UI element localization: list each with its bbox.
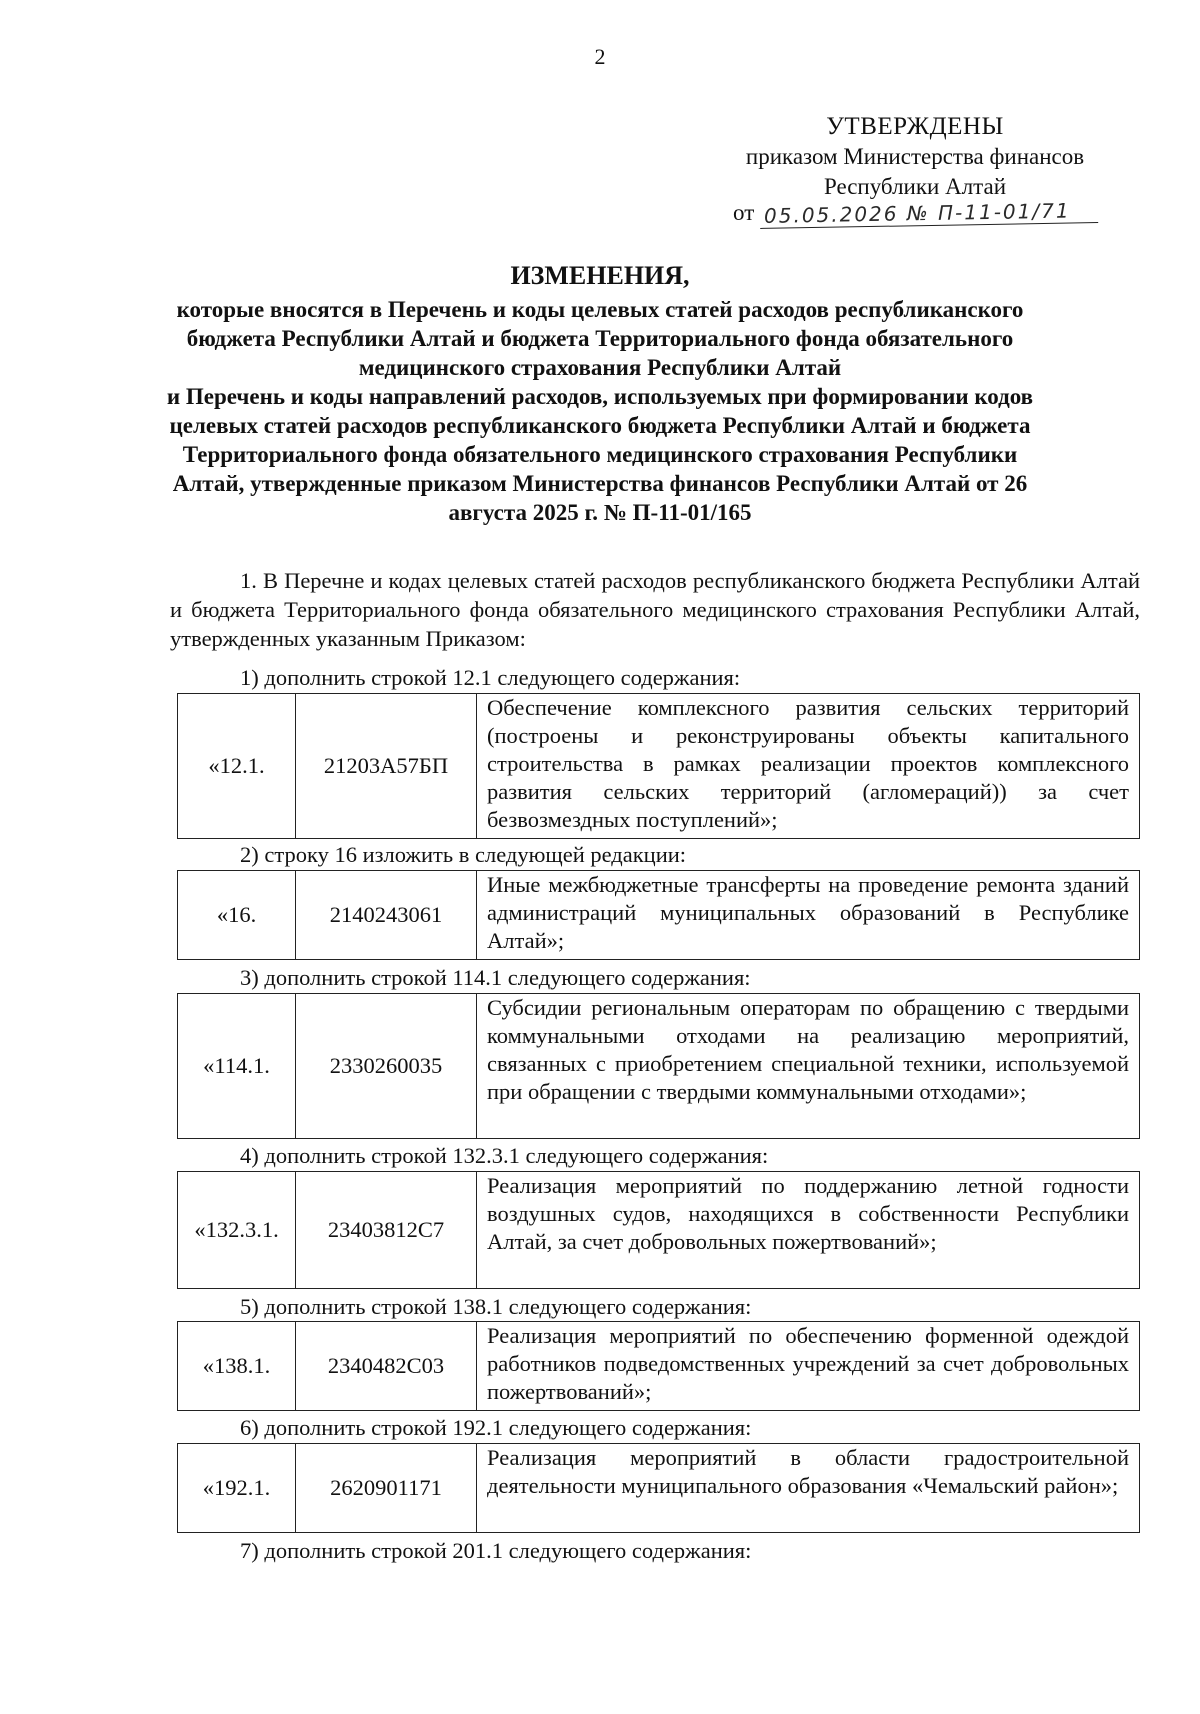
- item-instruction: 1) дополнить строкой 12.1 следующего содержания:: [240, 665, 741, 690]
- row-number: «138.1.: [178, 1322, 296, 1411]
- item-instruction: 4) дополнить строкой 132.3.1 следующего содержания:: [240, 1143, 769, 1168]
- page-number: 2: [594, 44, 606, 69]
- title-line-7: Алтай, утвержденные приказом Министерства финансов Республики Алтай от 26: [172, 471, 1028, 496]
- row-number: «114.1.: [178, 994, 296, 1139]
- title-heading: ИЗМЕНЕНИЯ,: [510, 261, 690, 290]
- item-instruction: 7) дополнить строкой 201.1 следующего содержания:: [240, 1538, 752, 1563]
- title-line-2: бюджета Республики Алтай и бюджета Территориального фонда обязательного: [186, 326, 1014, 351]
- handwritten-date-number: 05.05.2026 № П-11-01/71: [760, 198, 1098, 229]
- approval-date-line: [733, 200, 1133, 226]
- row-code: 2620901171: [296, 1444, 477, 1533]
- row-description: Субсидии региональным операторам по обращению с твердыми коммунальными отходами на реализацию мероприятий, связанных с приобретением специальной техники, используемой при обращении с твердыми коммунальными отходами»;: [477, 994, 1140, 1139]
- row-description: Реализация мероприятий по обеспечению форменной одеждой работников подведомственных учреждений за счет добровольных пожертвований»;: [477, 1322, 1140, 1411]
- item-instruction: 5) дополнить строкой 138.1 следующего содержания:: [240, 1294, 752, 1319]
- row-number: «192.1.: [178, 1444, 296, 1533]
- table-row: [178, 871, 1140, 960]
- title-line-8: августа 2025 г. № П-11-01/165: [448, 500, 752, 525]
- approved-heading: УТВЕРЖДЕНЫ: [826, 113, 1004, 140]
- item-table: [177, 1171, 1140, 1289]
- row-description: Обеспечение комплексного развития сельских территорий (построены и реконструированы объекты капитального строительства в рамках реализации проектов комплексного развития сельских территорий (агломераций)) за счет безвозмездных поступлений»;: [477, 694, 1140, 839]
- item-instruction: 3) дополнить строкой 114.1 следующего содержания:: [240, 965, 751, 990]
- row-code: 21203А57БП: [296, 694, 477, 839]
- title-line-1: которые вносятся в Перечень и коды целевых статей расходов республиканского: [176, 297, 1024, 322]
- row-code: 2140243061: [296, 871, 477, 960]
- row-code: 2330260035: [296, 994, 477, 1139]
- row-description: Иные межбюджетные трансферты на проведение ремонта зданий администраций муниципальных образований в Республике Алтай»;: [477, 871, 1140, 960]
- document-title: [160, 260, 1040, 527]
- item-table: [177, 993, 1140, 1139]
- item-table: [177, 1321, 1140, 1411]
- item-table: [177, 693, 1140, 839]
- row-code: 2340482С03: [296, 1322, 477, 1411]
- row-code: 23403812С7: [296, 1172, 477, 1289]
- item-instruction: 2) строку 16 изложить в следующей редакции:: [240, 842, 687, 867]
- approval-block: [700, 112, 1130, 202]
- title-line-4: и Перечень и коды направлений расходов, используемых при формировании кодов: [166, 384, 1034, 409]
- approval-line-2: Республики Алтай: [823, 174, 1007, 199]
- title-line-5: целевых статей расходов республиканского бюджета Республики Алтай и бюджета: [169, 413, 1031, 438]
- approval-line-1: приказом Министерства финансов: [745, 144, 1085, 169]
- row-number: «132.3.1.: [178, 1172, 296, 1289]
- table-row: [178, 1172, 1140, 1289]
- intro-text: 1. В Перечне и кодах целевых статей расходов республиканского бюджета Республики Алтай и бюджета Территориального фонда обязательного медицинского страхования Республики Алтай, утвержденных указанным Приказом:: [170, 568, 1140, 651]
- table-row: [178, 994, 1140, 1139]
- item-table: [177, 870, 1140, 960]
- item-instruction: 6) дополнить строкой 192.1 следующего содержания:: [240, 1415, 752, 1440]
- row-description: Реализация мероприятий по поддержанию летной годности воздушных судов, находящихся в собственности Республики Алтай, за счет добровольных пожертвований»;: [477, 1172, 1140, 1289]
- item-table: [177, 1443, 1140, 1533]
- row-number: «12.1.: [178, 694, 296, 839]
- table-row: [178, 1322, 1140, 1411]
- title-line-3: медицинского страхования Республики Алтай: [358, 355, 842, 380]
- table-row: [178, 694, 1140, 839]
- row-description: Реализация мероприятий в области градостроительной деятельности муниципального образования «Чемальский район»;: [477, 1444, 1140, 1533]
- table-row: [178, 1444, 1140, 1533]
- row-number: «16.: [178, 871, 296, 960]
- title-line-6: Территориального фонда обязательного медицинского страхования Республики: [182, 442, 1018, 467]
- approval-date-prefix: от: [733, 200, 755, 225]
- intro-paragraph: [170, 566, 1140, 653]
